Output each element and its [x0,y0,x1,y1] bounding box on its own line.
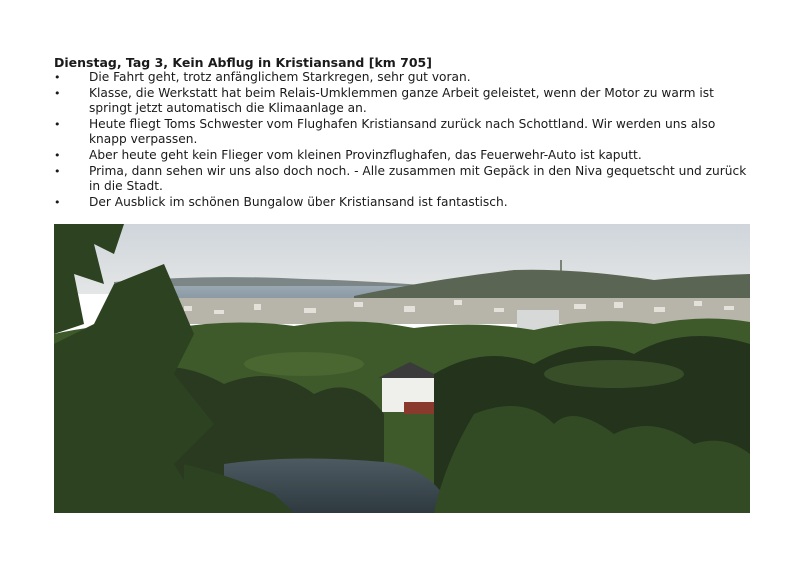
bullet-icon: • [54,71,61,84]
list-item-text: Heute fliegt Toms Schwester vom Flughafen Kristiansand zurück nach Schottland. Wir werden uns also knapp verpassen. [89,116,716,147]
list-item-text: Die Fahrt geht, trotz anfänglichem Starkregen, sehr gut voran. [89,70,471,84]
entry-heading: Dienstag, Tag 3, Kein Abflug in Kristiansand [km 705] [54,55,432,70]
list-item [54,117,754,148]
bullet-icon: • [54,148,61,162]
bullet-icon: • [54,117,61,131]
bullet-icon: • [54,164,61,178]
list-item [54,86,754,117]
bullet-icon: • [54,86,61,100]
list-item [54,70,754,86]
list-item-text: Prima, dann sehen wir uns also doch noch. - Alle zusammen mit Gepäck in den Niva gequetscht und zurück in die Stadt. [89,163,747,194]
list-item-text: Klasse, die Werkstatt hat beim Relais-Umklemmen ganze Arbeit geleistet, wenn der Motor zu warm ist springt jetzt automatisch die Klimaanlage an. [89,85,714,116]
bullet-icon: • [54,195,61,209]
entry-bullet-list [54,70,754,210]
list-item [54,148,754,164]
list-item [54,195,754,211]
list-item-text: Aber heute geht kein Flieger vom kleinen Provinzflughafen, das Feuerwehr-Auto ist kaputt. [89,147,642,162]
landscape-photo [54,224,750,513]
list-item-text: Der Ausblick im schönen Bungalow über Kristiansand ist fantastisch. [89,194,508,209]
list-item [54,164,754,195]
landscape-photo-illustration [54,224,750,513]
